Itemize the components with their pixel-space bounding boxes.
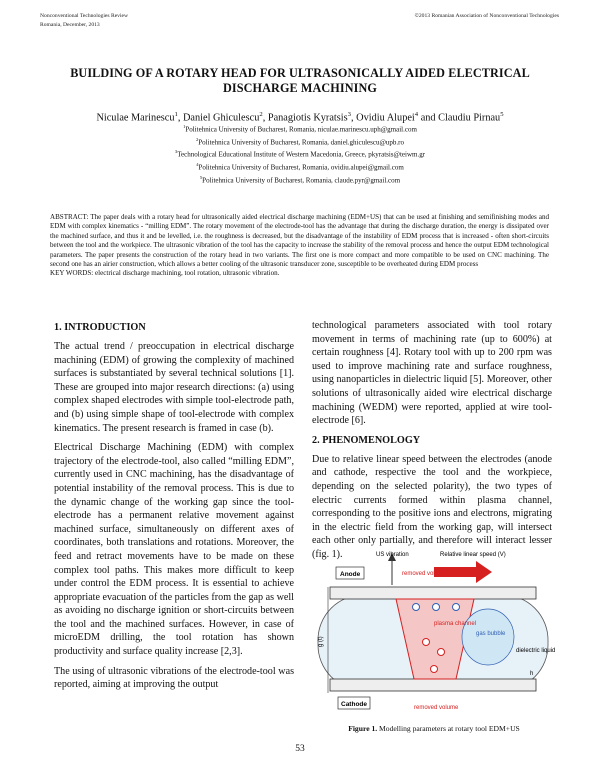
label-relative-speed: Relative linear speed (V) [440,552,506,558]
label-gap: g (t) [318,636,324,647]
author-and: and [418,112,439,124]
author-1-mark: 1 [174,111,178,118]
figure-1-diagram [316,547,556,717]
author-5: Claudiu Pirnau [438,112,501,124]
label-cathode: Cathode [341,701,367,708]
running-header-right [415,12,559,21]
electron-3 [431,666,438,673]
figure-1-caption [310,724,558,733]
author-2: Daniel Ghiculescu [183,112,260,124]
author-sep-3: , [350,112,357,124]
affiliation-3-mark: 3 [174,149,178,155]
ion-1 [413,604,420,611]
author-4: Ovidiu Alupei [356,112,415,124]
caption-text: Modelling parameters at rotary tool EDM+US [377,724,520,733]
electron-2 [438,649,445,656]
abstract-text: ABSTRACT: The paper deals with a rotary head for ultrasonically aided electrical discharge machining (EDM+US) that can be used at finishing and semifinishing modes and EDM with complex kinematics - “milling EDM”. The rotary movement of the electrode-tool has the advantage that during the discharge duration, the energy is dissipated over the machined surface, and thus it and be levelled, i.e. the roughness is decreased, but the disadvantage of the instability of EDM process that is increased - often short-circuits between the tool and the workpiece. The ultrasonic vibration of the tool has the capacity to increase the stability of the removal process and hence the output EDM technological parameters. The paper presents the construction of the rotary head in two variants. The first one is more compact and more compatible to be used on CNC machining. The second one has an airier construction, which allows a better cooling of the ultrasonic transducer zone, susceptible to be overheated during EDM process [50,213,549,269]
affiliation-4-mark: 4 [196,161,199,167]
affiliation-1-mark: 1 [183,124,186,129]
author-sep-2: , [262,112,268,124]
label-plasma-channel: plasma channel [434,621,477,627]
label-h: h [530,671,534,677]
affiliation-2 [40,135,560,148]
author-2-mark: 2 [259,111,263,118]
label-gas-bubble: gas bubble [476,631,506,637]
running-header-left [40,12,128,30]
affiliations [40,122,560,185]
intro-paragraph-1: The actual trend / preoccupation in electrical discharge machining (EDM) of growing the complexity of machined surfaces is substantiated by several technical solutions [1]. These are grouped into major research directions: (a) using complex shaped electrodes with simple tool-electrode path, and (b) using simple shape of tool-electrode with complex kinematics. The present research is framed in case (b). [54,341,294,434]
journal-issue: Romania, December, 2013 [40,22,100,28]
affiliation-4-text: Politehnica University of Bucharest, Romania, ovidiu.alupei@gmail.com [198,163,404,172]
author-3-mark: 3 [347,111,351,118]
gas-bubble-shape [462,609,514,665]
right-column [312,319,552,568]
author-5-mark: 5 [500,111,504,118]
section-2-heading: 2. PHENOMENOLOGY [312,434,421,446]
label-removed-volume-bottom: removed volume [414,705,459,711]
affiliation-2-text: Politehnica University of Bucharest, Romania, daniel.ghiculescu@upb.ro [198,137,404,146]
author-1: Niculae Marinescu [96,112,175,124]
ion-2 [433,604,440,611]
workpiece [330,679,536,691]
affiliation-3-text: Technological Educational Institute of Western Macedonia, Greece, pkyratsis@teiwm.gr [177,150,426,159]
affiliation-3 [40,147,560,160]
journal-name: Nonconventional Technologies Review [40,13,129,19]
right-paragraph-1: technological parameters associated with tool rotary movement in terms of machining rate (up to 600%) at certain roughness [4]. Rotary tool with up to 200 rpm was used to improve machining rate and surface roughness, using nanoparticles in dielectric liquid [5]. Moreover, other solutions of ultrasonically aided wire electrical discharge machining (WEDM) were reported, applied at wire tool-electrode [6]. [312,320,552,427]
author-3: Panagiotis Kyratsis [267,112,348,124]
affiliation-5 [40,173,560,186]
caption-label: Figure 1. [348,724,378,733]
title-line-2: DISCHARGE MACHINING [223,81,377,95]
electron-1 [423,639,430,646]
ion-3 [453,604,460,611]
tool-electrode [330,587,536,599]
label-removed-volume-top: removed volume [402,571,447,577]
affiliation-5-mark: 5 [199,174,203,180]
paper-title [40,66,560,96]
title-line-1: BUILDING OF A ROTARY HEAD FOR ULTRASONICALLY AIDED ELECTRICAL [70,66,530,80]
author-sep-1: , [177,112,183,124]
label-us-vibration: US vibration [376,552,409,558]
left-column [54,321,294,698]
keywords: KEY WORDS: electrical discharge machining, tool rotation, ultrasonic vibration. [50,269,280,278]
label-dielectric-liquid: dielectric liquid [516,648,556,654]
intro-paragraph-3: The using of ultrasonic vibrations of the electrode-tool was reported, aiming at improving the output [54,665,294,691]
affiliation-5-text: Politehnica University of Bucharest, Romania, claude.pyr@gmail.com [202,175,401,184]
author-4-mark: 4 [414,111,419,118]
abstract [50,213,549,279]
copyright-notice: ©2013 Romanian Association of Nonconventional Technologies [414,13,559,19]
affiliation-1 [40,122,560,135]
label-anode: Anode [340,571,361,578]
phenomenology-paragraph: Due to relative linear speed between the electrodes (anode and cathode, respective the tool and the workpiece, depending on the selected polarity), the two types of electric currents formed within plasma channel, corresponding to the positive ions and electrons, migrating in the electric field from the working gap, will intersect each other only partially, and therefore will interact lesser (fig. 1). [312,453,552,560]
intro-paragraph-2: Electrical Discharge Machining (EDM) with complex trajectory of the electrode-tool, also called “milling EDM”, currently used in CNC machining, has the disadvantage of potential instability of the removal process. This is due to the dynamic change of the working gap since the tool-electrode has a permanent relative movement against machined surface, simultaneously on different axes of coordinates, both translations and rotations. Moreover, the feed and retract movements have to be made on these complex tool paths. This makes more difficult to keep under control the EDM process. It is essential to achieve appropriate evacuation of the particles from the gap as well as avoiding no discharge ignition or short-circuits between the tool and the machined surfaces. However, in case of microEDM drilling, the tool rotation has shown productivity and surface quality increase [2,3]. [54,442,294,658]
affiliation-1-text: Politehnica University of Bucharest, Romania, niculae.marinescu.uph@gmail.com [185,125,417,134]
affiliation-2-mark: 2 [196,136,199,142]
affiliation-4 [40,160,560,173]
section-1-heading: 1. INTRODUCTION [54,322,146,333]
page-number: 53 [295,744,305,754]
